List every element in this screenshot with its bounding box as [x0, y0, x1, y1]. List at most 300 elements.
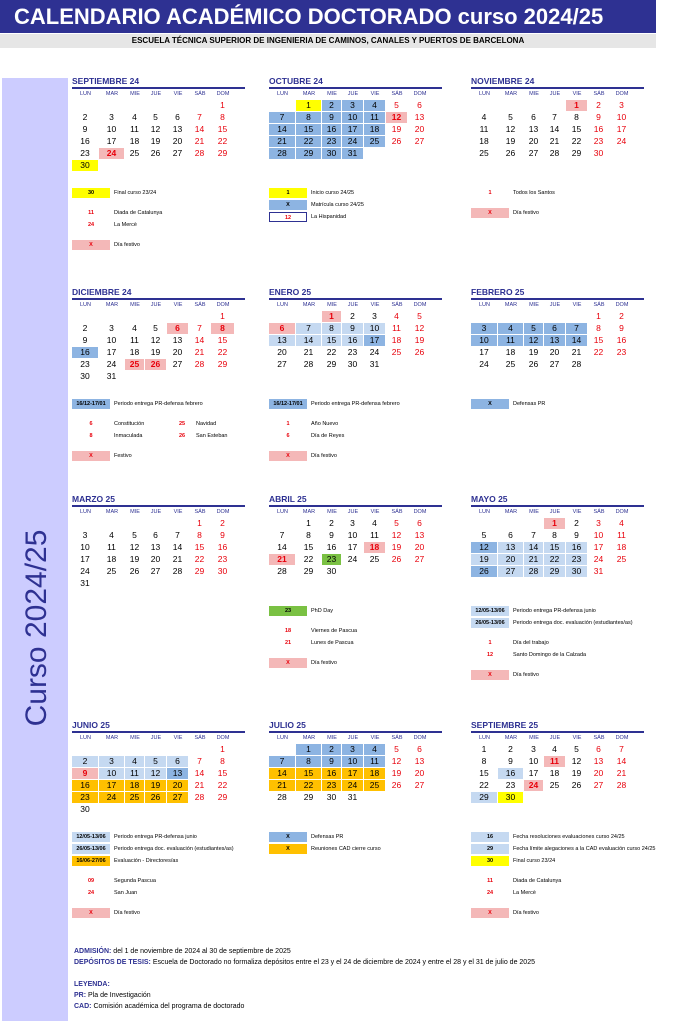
legend-swatch: X: [269, 844, 307, 854]
legend-text: Día festivo: [114, 910, 140, 916]
day-cell: 4: [394, 311, 399, 321]
day-cell: 8: [322, 323, 341, 334]
legend-row: [269, 638, 442, 648]
weekday-header: JUE: [150, 735, 162, 741]
day-cell: 3: [471, 323, 497, 334]
legend-row: [471, 832, 644, 842]
day-cell: 18: [616, 542, 627, 552]
weekday-header: JUE: [150, 509, 162, 515]
weekday-header: DOM: [216, 735, 230, 741]
day-cell: 23: [72, 792, 98, 803]
legend-text: Final curso 23/24: [513, 858, 556, 864]
legend-text: Todos los Santos: [513, 190, 555, 196]
legend-text: Día del trabajo: [513, 640, 549, 646]
day-cell: 21: [524, 554, 543, 565]
day-cell: 19: [414, 335, 425, 345]
day-cell: 1: [544, 518, 565, 529]
day-cell: 9: [342, 323, 363, 334]
weekday-header: VIE: [572, 91, 582, 97]
legend-text: Inicio curso 24/25: [311, 190, 355, 196]
weekday-header: DOM: [615, 735, 629, 741]
legend-text: Día festivo: [513, 210, 539, 216]
legend-swatch: 1: [269, 188, 307, 198]
day-cell: 9: [329, 530, 334, 540]
weekday-header: MAR: [504, 509, 518, 515]
weekday-header: MIE: [327, 91, 337, 97]
month-title: MAYO 25: [471, 494, 508, 504]
weekday-header: SÁB: [194, 735, 206, 741]
day-cell: 17: [616, 124, 627, 134]
weekday-header: MAR: [302, 735, 316, 741]
month-divider: [72, 298, 245, 300]
legend-swatch: 12: [486, 652, 494, 658]
day-cell: 29: [217, 792, 228, 802]
day-cell: 15: [571, 124, 582, 134]
weekday-header: LUN: [79, 735, 91, 741]
month-divider: [269, 298, 442, 300]
day-cell: 2: [574, 518, 579, 528]
day-cell: 8: [552, 530, 557, 540]
day-cell: 3: [619, 100, 624, 110]
weekday-header: VIE: [370, 509, 380, 515]
weekday-header: MAR: [105, 509, 119, 515]
day-cell: 15: [217, 768, 228, 778]
day-cell: 3: [99, 756, 124, 767]
legend-swatch: X: [72, 451, 110, 461]
day-cell: 6: [167, 756, 188, 767]
month-title: NOVIEMBRE 24: [471, 76, 535, 86]
day-cell: 11: [364, 756, 385, 767]
legend-text: Defensas PR: [311, 834, 344, 840]
day-cell: 30: [498, 792, 523, 803]
weekday-header: JUE: [150, 91, 162, 97]
legend-text: Día festivo: [114, 242, 140, 248]
weekday-header: JUE: [347, 735, 359, 741]
day-cell: 28: [172, 566, 183, 576]
day-cell: 18: [505, 347, 516, 357]
day-cell: 18: [125, 780, 144, 791]
legend-row: [471, 876, 644, 886]
day-cell: 16: [342, 335, 363, 346]
weekday-header: JUE: [549, 91, 561, 97]
day-cell: 8: [306, 530, 311, 540]
legend-text: Periodo entrega PR-defensa febrero: [311, 401, 400, 407]
day-cell: 29: [326, 359, 337, 369]
day-cell: 24: [106, 359, 117, 369]
legend-swatch: 29: [471, 844, 509, 854]
legend-text: Constitución: [114, 421, 145, 427]
day-cell: 15: [217, 335, 228, 345]
day-cell: 10: [347, 530, 358, 540]
day-cell: 11: [130, 124, 139, 134]
weekday-header: MAR: [504, 302, 518, 308]
day-cell: 28: [277, 792, 287, 802]
day-cell: 11: [364, 112, 385, 123]
day-cell: 26: [528, 359, 539, 369]
day-cell: 26: [391, 554, 402, 564]
day-cell: 6: [269, 323, 295, 334]
day-cell: 14: [194, 335, 205, 345]
day-cell: 31: [106, 371, 117, 381]
day-cell: 14: [277, 542, 287, 552]
legend-text: Día festivo: [311, 660, 337, 666]
day-cell: 25: [549, 780, 560, 790]
day-cell: 24: [342, 136, 363, 147]
legend-row: [72, 876, 245, 886]
day-cell: 13: [172, 335, 183, 345]
day-cell: 8: [197, 530, 202, 540]
day-cell: 25: [616, 554, 627, 564]
day-cell: 26: [145, 359, 166, 370]
day-cell: 23: [322, 780, 341, 791]
weekday-header: LUN: [276, 91, 288, 97]
legend-swatch: 26/05-13/06: [471, 618, 509, 628]
legend-row: [269, 431, 442, 441]
day-cell: 12: [391, 756, 402, 766]
day-cell: 19: [571, 768, 582, 778]
day-cell: 29: [296, 148, 321, 159]
legend-row: [269, 451, 442, 461]
legend-swatch: 25: [178, 421, 186, 427]
day-cell: 13: [269, 335, 295, 346]
legend-text: Periodo entrega PR-defensa febrero: [114, 401, 203, 407]
day-cell: 19: [528, 347, 539, 357]
weekday-header: MAR: [504, 735, 518, 741]
day-cell: 3: [82, 530, 88, 540]
legend-text: Lunes de Pascua: [311, 640, 354, 646]
day-cell: 6: [167, 323, 188, 334]
day-cell: 10: [471, 335, 497, 346]
legend-row: [269, 188, 442, 198]
weekday-header: VIE: [370, 735, 380, 741]
legend-row: [72, 888, 245, 898]
day-cell: 2: [322, 100, 341, 111]
legend-row: [471, 888, 644, 898]
day-cell: 2: [72, 756, 98, 767]
legend-swatch: 24: [87, 222, 95, 228]
day-cell: 28: [194, 792, 205, 802]
leyenda-line: [74, 979, 674, 990]
legend-swatch: 12/05-13/06: [471, 606, 509, 616]
legend-row: [471, 188, 644, 198]
day-cell: 27: [172, 148, 183, 158]
day-cell: 27: [150, 566, 161, 576]
day-cell: 5: [394, 100, 399, 110]
weekday-header: MAR: [504, 91, 518, 97]
day-cell: 3: [350, 518, 355, 528]
day-cell: 24: [593, 554, 604, 564]
day-cell: 20: [172, 347, 183, 357]
day-cell: 16: [593, 124, 604, 134]
month-divider: [269, 505, 442, 507]
weekday-header: LUN: [276, 302, 288, 308]
day-cell: 13: [414, 756, 425, 766]
day-cell: 24: [99, 148, 124, 159]
day-cell: 12: [571, 756, 582, 766]
weekday-header: MAR: [105, 735, 119, 741]
day-cell: 30: [217, 566, 228, 576]
legend-text: Día festivo: [311, 453, 337, 459]
month-divider: [72, 87, 245, 89]
legend-row: [471, 670, 644, 680]
legend-swatch: X: [269, 200, 307, 210]
day-cell: 1: [306, 518, 311, 528]
day-cell: 13: [593, 756, 604, 766]
day-cell: 4: [364, 100, 385, 111]
day-cell: 9: [82, 124, 88, 134]
day-cell: 6: [417, 518, 422, 528]
weekday-header: SÁB: [194, 509, 206, 515]
weekday-header: JUE: [150, 302, 162, 308]
weekday-header: SÁB: [391, 735, 403, 741]
day-cell: 6: [531, 112, 536, 122]
month-title: ABRIL 25: [269, 494, 307, 504]
day-cell: 19: [391, 768, 402, 778]
legend-text: Festivo: [114, 453, 132, 459]
day-cell: 7: [197, 323, 202, 333]
legend-row: [269, 626, 442, 636]
day-cell: 21: [571, 347, 582, 357]
day-cell: 26: [391, 780, 402, 790]
day-cell: 15: [322, 335, 341, 346]
legend-text: La Mercè: [513, 890, 536, 896]
legend-text: Año Nuevo: [311, 421, 339, 427]
day-cell: 15: [217, 124, 228, 134]
day-cell: 4: [552, 744, 557, 754]
legend-text: La Hispanidad: [311, 214, 347, 220]
day-cell: 30: [566, 566, 587, 577]
day-cell: 26: [571, 780, 582, 790]
day-cell: 10: [528, 756, 539, 766]
day-cell: 11: [479, 124, 489, 134]
day-cell: 18: [129, 347, 140, 357]
legend-swatch: 1: [286, 421, 290, 427]
month-title: SEPTIEMBRE 24: [72, 76, 140, 86]
day-cell: 5: [574, 744, 579, 754]
day-cell: 19: [129, 554, 140, 564]
day-cell: 24: [369, 347, 380, 357]
month-title: JUNIO 25: [72, 720, 110, 730]
legend-row: [72, 451, 245, 461]
day-cell: 6: [153, 530, 158, 540]
legend-text: Viernes de Pascua: [311, 628, 358, 634]
day-cell: 30: [80, 804, 90, 814]
legend-text: Día de Reyes: [311, 433, 345, 439]
day-cell: 23: [505, 780, 516, 790]
day-cell: 17: [106, 136, 117, 146]
day-cell: 28: [269, 148, 295, 159]
day-cell: 16: [322, 768, 341, 779]
day-cell: 15: [296, 124, 321, 135]
day-cell: 28: [277, 566, 287, 576]
month-divider: [269, 87, 442, 89]
day-cell: 8: [296, 756, 321, 767]
day-cell: 13: [498, 542, 523, 553]
day-cell: 12: [505, 124, 516, 134]
day-cell: 18: [479, 136, 489, 146]
day-cell: 8: [574, 112, 579, 122]
day-cell: 28: [616, 780, 627, 790]
day-cell: 23: [566, 554, 587, 565]
sidebar-label: Curso 2024/25: [20, 529, 53, 727]
day-cell: 7: [175, 530, 180, 540]
day-cell: 17: [593, 542, 604, 552]
day-cell: 16: [498, 768, 523, 779]
day-cell: 8: [296, 112, 321, 123]
weekday-header: VIE: [572, 302, 582, 308]
month-block: [269, 494, 442, 694]
month-block: [269, 76, 442, 276]
legend-text: Santo Domingo de la Calzada: [513, 652, 587, 658]
day-cell: 22: [326, 347, 337, 357]
day-cell: 22: [303, 554, 314, 564]
day-cell: 5: [153, 112, 158, 122]
weekday-header: DOM: [413, 735, 427, 741]
day-cell: 12: [386, 112, 407, 123]
legend-row: [72, 844, 245, 854]
legend-text: Diada de Catalunya: [114, 210, 163, 216]
day-cell: 26: [391, 136, 402, 146]
day-cell: 3: [372, 311, 377, 321]
day-cell: 9: [508, 756, 513, 766]
weekday-header: LUN: [478, 302, 490, 308]
weekday-header: MIE: [130, 91, 140, 97]
weekday-header: SÁB: [391, 509, 403, 515]
day-cell: 9: [596, 112, 601, 122]
day-cell: 4: [132, 323, 137, 333]
legend-swatch: 12/05-13/06: [72, 832, 110, 842]
day-cell: 29: [571, 148, 582, 158]
day-cell: 24: [347, 554, 358, 564]
legend-swatch: 26: [178, 433, 186, 439]
day-cell: 14: [269, 124, 295, 135]
weekday-header: JUE: [347, 91, 359, 97]
day-cell: 17: [342, 768, 363, 779]
legend-row: [72, 431, 245, 441]
day-cell: 23: [80, 148, 90, 158]
day-cell: 1: [197, 518, 202, 528]
day-cell: 7: [269, 756, 295, 767]
day-cell: 25: [364, 136, 385, 147]
admision-label: ADMISIÓN:: [74, 948, 112, 955]
month-block: [471, 287, 644, 487]
day-cell: 24: [80, 566, 90, 576]
weekday-header: SÁB: [593, 91, 605, 97]
day-cell: 5: [153, 323, 158, 333]
day-cell: 16: [326, 542, 337, 552]
footer: [74, 946, 674, 1012]
legend-row: [269, 200, 442, 210]
day-cell: 1: [566, 100, 587, 111]
day-cell: 1: [296, 100, 321, 111]
day-cell: 7: [296, 323, 321, 334]
day-cell: 12: [145, 768, 166, 779]
admision-text: del 1 de noviembre de 2024 al 30 de septiembre de 2025: [113, 948, 291, 955]
legend-row: [72, 208, 245, 218]
day-cell: 20: [277, 347, 287, 357]
day-cell: 27: [414, 136, 425, 146]
weekday-header: DOM: [216, 509, 230, 515]
weekday-header: SÁB: [593, 509, 605, 515]
weekday-header: MIE: [529, 91, 539, 97]
day-cell: 9: [322, 756, 341, 767]
day-cell: 20: [414, 542, 425, 552]
day-cell: 25: [106, 566, 117, 576]
day-cell: 19: [391, 542, 402, 552]
day-cell: 21: [194, 136, 205, 146]
day-cell: 22: [571, 136, 582, 146]
day-cell: 6: [544, 323, 565, 334]
day-cell: 28: [524, 566, 543, 577]
weekday-header: VIE: [572, 509, 582, 515]
month-block: [471, 494, 644, 694]
weekday-header: MAR: [105, 91, 119, 97]
day-cell: 14: [566, 335, 587, 346]
day-cell: 23: [322, 554, 341, 565]
weekday-header: JUE: [549, 735, 561, 741]
day-cell: 15: [479, 768, 489, 778]
day-cell: 5: [508, 112, 513, 122]
day-cell: 1: [296, 744, 321, 755]
legend-swatch: 6: [286, 433, 290, 439]
day-cell: 14: [269, 768, 295, 779]
day-cell: 30: [326, 792, 337, 802]
day-cell: 21: [269, 136, 295, 147]
day-cell: 20: [172, 136, 183, 146]
day-cell: 9: [220, 530, 225, 540]
cad-label: CAD:: [74, 1003, 92, 1010]
day-cell: 2: [596, 100, 601, 110]
legend-swatch: X: [269, 832, 307, 842]
month-title: ENERO 25: [269, 287, 312, 297]
day-cell: 29: [544, 566, 565, 577]
month-title: DICIEMBRE 24: [72, 287, 132, 297]
day-cell: 17: [347, 542, 358, 552]
legend-swatch: 26/05-13/06: [72, 844, 110, 854]
day-cell: 14: [616, 756, 627, 766]
day-cell: 3: [109, 112, 114, 122]
day-cell: 10: [106, 124, 117, 134]
legend-row: [471, 399, 644, 409]
day-cell: 9: [619, 323, 624, 333]
day-cell: 30: [326, 566, 337, 576]
day-cell: 17: [99, 780, 124, 791]
legend-swatch: 30: [471, 856, 509, 866]
day-cell: 22: [479, 780, 489, 790]
day-cell: 25: [369, 554, 380, 564]
day-cell: 7: [552, 112, 557, 122]
day-cell: 11: [125, 768, 144, 779]
day-cell: 10: [342, 112, 363, 123]
day-cell: 30: [347, 359, 358, 369]
day-cell: 21: [269, 554, 295, 565]
legend-row: [269, 212, 442, 222]
month-block: [471, 76, 644, 276]
legend-swatch: 16/12-17/01: [269, 399, 307, 409]
day-cell: 23: [616, 347, 627, 357]
day-cell: 12: [391, 530, 402, 540]
legend-swatch: X: [471, 670, 509, 680]
weekday-header: LUN: [79, 91, 91, 97]
weekday-header: DOM: [216, 91, 230, 97]
day-cell: 3: [342, 100, 363, 111]
day-cell: 14: [549, 124, 560, 134]
day-cell: 2: [220, 518, 225, 528]
day-cell: 24: [479, 359, 489, 369]
weekday-header: MIE: [130, 302, 140, 308]
day-cell: 21: [616, 768, 627, 778]
day-cell: 15: [593, 335, 604, 345]
